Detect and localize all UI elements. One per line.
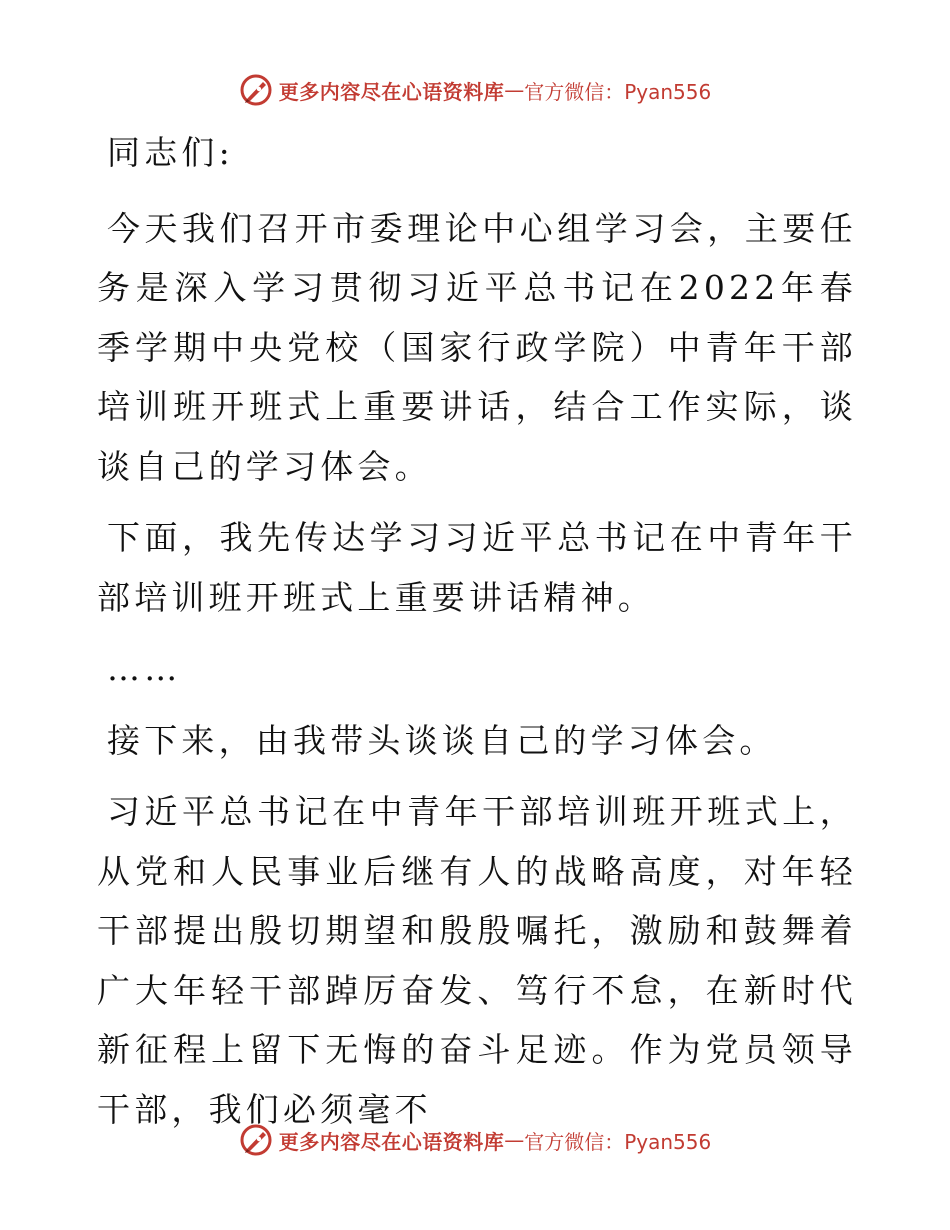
pen-logo-icon: [239, 1123, 273, 1157]
watermark-separator: —: [504, 78, 525, 102]
paragraph: 接下来，由我带头谈谈自己的学习体会。: [107, 720, 777, 760]
document-body: [97, 123, 857, 1151]
watermark-separator: —: [504, 1128, 525, 1152]
pen-logo-icon: [239, 73, 273, 107]
paragraph-ellipsis: ……: [107, 649, 182, 688]
salutation: 同志们:: [107, 133, 234, 172]
paragraph: 下面，我先传达学习习近平总书记在中青年干部培训班开班式上重要讲话精神。: [97, 518, 857, 617]
watermark-wechat: 官方微信：Pyan556: [524, 1129, 712, 1154]
watermark-text: 更多内容尽在心语资料库: [278, 1129, 505, 1154]
header-watermark: [0, 70, 950, 110]
footer-watermark: [0, 1120, 950, 1160]
watermark-text: 更多内容尽在心语资料库: [278, 79, 505, 104]
paragraph: 今天我们召开市委理论中心组学习会，主要任务是深入学习贯彻习近平总书记在2022年春季学期中央党校（国家行政学院）中青年干部培训班开班式上重要讲话，结合工作实际，谈谈自己的学习体会。: [97, 208, 857, 486]
paragraph: 习近平总书记在中青年干部培训班开班式上，从党和人民事业后继有人的战略高度，对年轻干部提出殷切期望和殷殷嘱托，激励和鼓舞着广大年轻干部踔厉奋发、笃行不怠，在新时代新征程上留下无悔的奋斗足迹。作为党员领导干部，我们必须毫不: [97, 792, 857, 1129]
watermark-wechat: 官方微信：Pyan556: [524, 79, 712, 104]
